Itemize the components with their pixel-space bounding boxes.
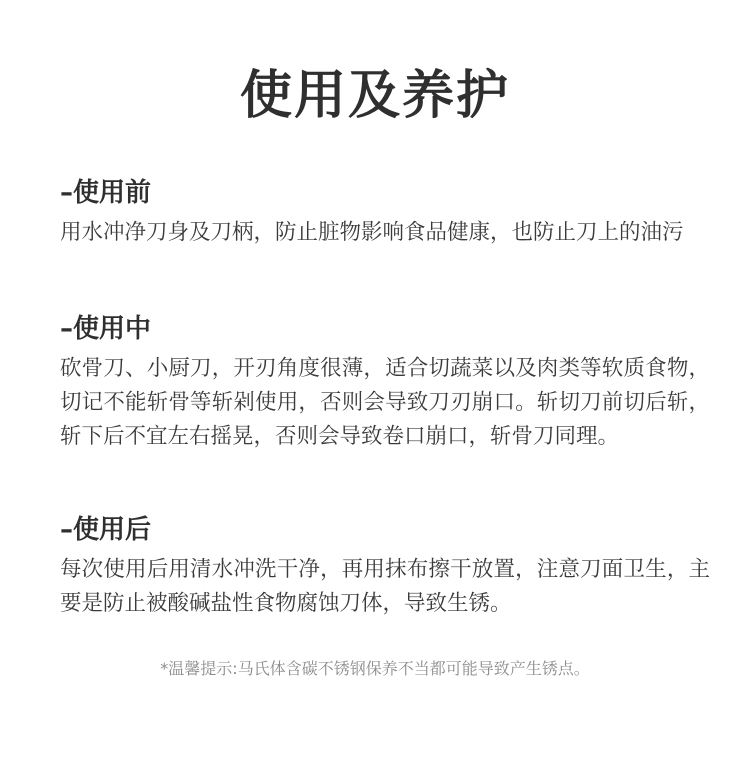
section-body: 砍骨刀、小厨刀，开刃角度很薄，适合切蔬菜以及肉类等软质食物，切记不能斩骨等斩剁使用，否则会导致刀刃崩口。斩切刀前切后斩，斩下后不宜左右摇晃，否则会导致卷口崩口，斩骨刀同理。 (60, 356, 710, 449)
section-during-use (60, 312, 710, 454)
section-body: 每次使用后用清水冲洗干净，再用抹布擦干放置，注意刀面卫生，主要是防止被酸碱盐性食物腐蚀刀体，导致生锈。 (60, 557, 710, 616)
section-body: 用水冲净刀身及刀柄，防止脏物影响食品健康，也防止刀上的油污 (60, 220, 684, 245)
warm-tip: *温馨提示:马氏体含碳不锈钢保养不当都可能导致产生锈点。 (160, 659, 590, 678)
section-after-use (60, 513, 710, 621)
section-before-use (60, 176, 710, 250)
page-title: 使用及养护 (239, 66, 510, 126)
section-heading: –使用前 (60, 178, 152, 208)
section-heading: –使用后 (60, 515, 152, 545)
section-heading: –使用中 (60, 314, 152, 344)
